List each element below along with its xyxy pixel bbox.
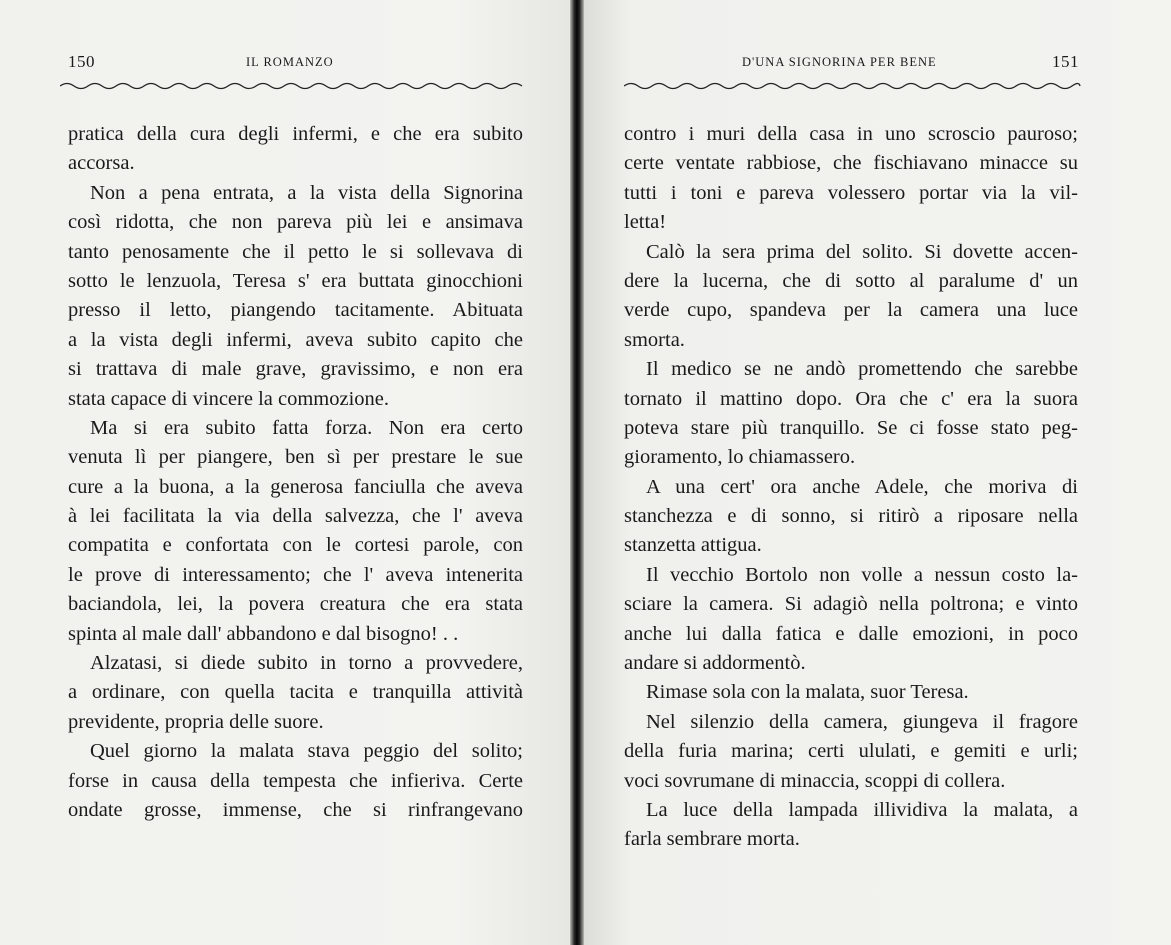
text-line: ondate grosse, immense, che si rinfrangevano	[68, 798, 523, 821]
text-line: Calò la sera prima del solito. Si dovette accen-	[646, 240, 1078, 263]
text-line: Alzatasi, si diede subito in torno a provvedere,	[90, 652, 523, 675]
book-gutter	[570, 0, 584, 945]
text-line: forse in causa della tempesta che infieriva. Certe	[68, 769, 523, 792]
text-line: previdente, propria delle suore.	[68, 710, 324, 733]
text-line: anche lui dalla fatica e dalle emozioni, in poco	[624, 622, 1078, 645]
text-line: a ordinare, con quella tacita e tranquilla attività	[68, 681, 523, 704]
text-line: si trattava di male grave, gravissimo, e non era	[68, 358, 523, 381]
text-line: Ma si era subito fatta forza. Non era certo	[90, 416, 523, 439]
text-line: certe ventate rabbiose, che fischiavano minacce su	[624, 152, 1078, 175]
text-line: sciare la camera. Si adagiò nella poltrona; e vinto	[624, 593, 1078, 616]
text-line: stanchezza e di sonno, si ritirò a riposare nella	[624, 505, 1078, 528]
right-page-body	[624, 120, 1078, 855]
right-page-header	[624, 52, 1079, 76]
text-line: Quel giorno la malata stava peggio del solito;	[90, 740, 523, 763]
text-line: gioramento, lo chiamassero.	[624, 446, 856, 469]
text-line: voci sovrumane di minaccia, scoppi di collera.	[624, 769, 1006, 792]
left-page-body	[68, 120, 523, 825]
text-line: tanto penosamente che il petto le si sollevava di	[68, 240, 523, 263]
text-line: La luce della lampada illividiva la malata, a	[646, 798, 1078, 821]
text-line: compatita e confortata con le cortesi parole, con	[68, 534, 523, 557]
text-line: cure a la buona, a la generosa fanciulla che aveva	[68, 475, 523, 498]
text-line: poteva stare più tranquillo. Se ci fosse stato peg-	[624, 416, 1078, 439]
text-line: della furia marina; certi ululati, e gemiti e urli;	[624, 740, 1078, 763]
text-line: Il medico se ne andò promettendo che sarebbe	[646, 358, 1078, 381]
text-line: stata capace di vincere la commozione.	[68, 387, 390, 410]
running-title: D'UNA SIGNORINA PER BENE	[742, 55, 937, 69]
left-page	[0, 0, 570, 945]
text-line: andare si addormentò.	[624, 652, 806, 675]
left-page-header	[68, 52, 523, 76]
wavy-rule-divider	[60, 78, 524, 94]
running-title: IL ROMANZO	[246, 55, 334, 69]
text-line: spinta al male dall' abbandono e dal bisogno! . .	[68, 622, 459, 645]
text-line: baciandola, lei, la povera creatura che era stata	[68, 593, 523, 616]
text-line: tutti i toni e pareva volessero portar via la vil-	[624, 181, 1078, 204]
text-line: Non a pena entrata, a la vista della Signorina	[90, 181, 523, 204]
text-line: così ridotta, che non pareva più lei e ansimava	[68, 211, 523, 234]
page-number: 151	[1052, 52, 1079, 71]
text-line: Rimase sola con la malata, suor Teresa.	[646, 681, 969, 704]
text-line: contro i muri della casa in uno scroscio pauroso;	[624, 123, 1078, 145]
text-line: stanzetta attigua.	[624, 534, 762, 557]
text-line: verde cupo, spandeva per la camera una luce	[624, 299, 1078, 322]
text-line: smorta.	[624, 328, 685, 351]
text-line: sotto le lenzuola, Teresa s' era buttata ginocchioni	[68, 269, 523, 292]
text-line: accorsa.	[68, 152, 135, 175]
wavy-rule-divider	[624, 78, 1082, 94]
page-number: 150	[68, 52, 95, 71]
text-line: Il vecchio Bortolo non volle a nessun costo la-	[646, 563, 1078, 586]
text-line: farla sembrare morta.	[624, 828, 800, 851]
text-line: a la vista degli infermi, aveva subito capito che	[68, 328, 523, 351]
text-line: venuta lì per piangere, ben sì per prestare le sue	[68, 446, 523, 469]
right-page	[584, 0, 1171, 945]
text-line: A una cert' ora anche Adele, che moriva di	[646, 475, 1078, 498]
text-line: le prove di interessamento; che l' aveva intenerita	[68, 563, 523, 586]
text-line: Nel silenzio della camera, giungeva il fragore	[646, 710, 1078, 733]
text-line: à lei facilitata la via della salvezza, che l' aveva	[68, 505, 523, 528]
text-line: letta!	[624, 211, 667, 234]
text-line: presso il letto, piangendo tacitamente. Abituata	[68, 299, 523, 322]
text-line: pratica della cura degli infermi, e che era subito	[68, 123, 523, 145]
text-line: dere la lucerna, che di sotto al paralume d' un	[624, 269, 1078, 292]
text-line: tornato il mattino dopo. Ora che c' era la suora	[624, 387, 1078, 410]
